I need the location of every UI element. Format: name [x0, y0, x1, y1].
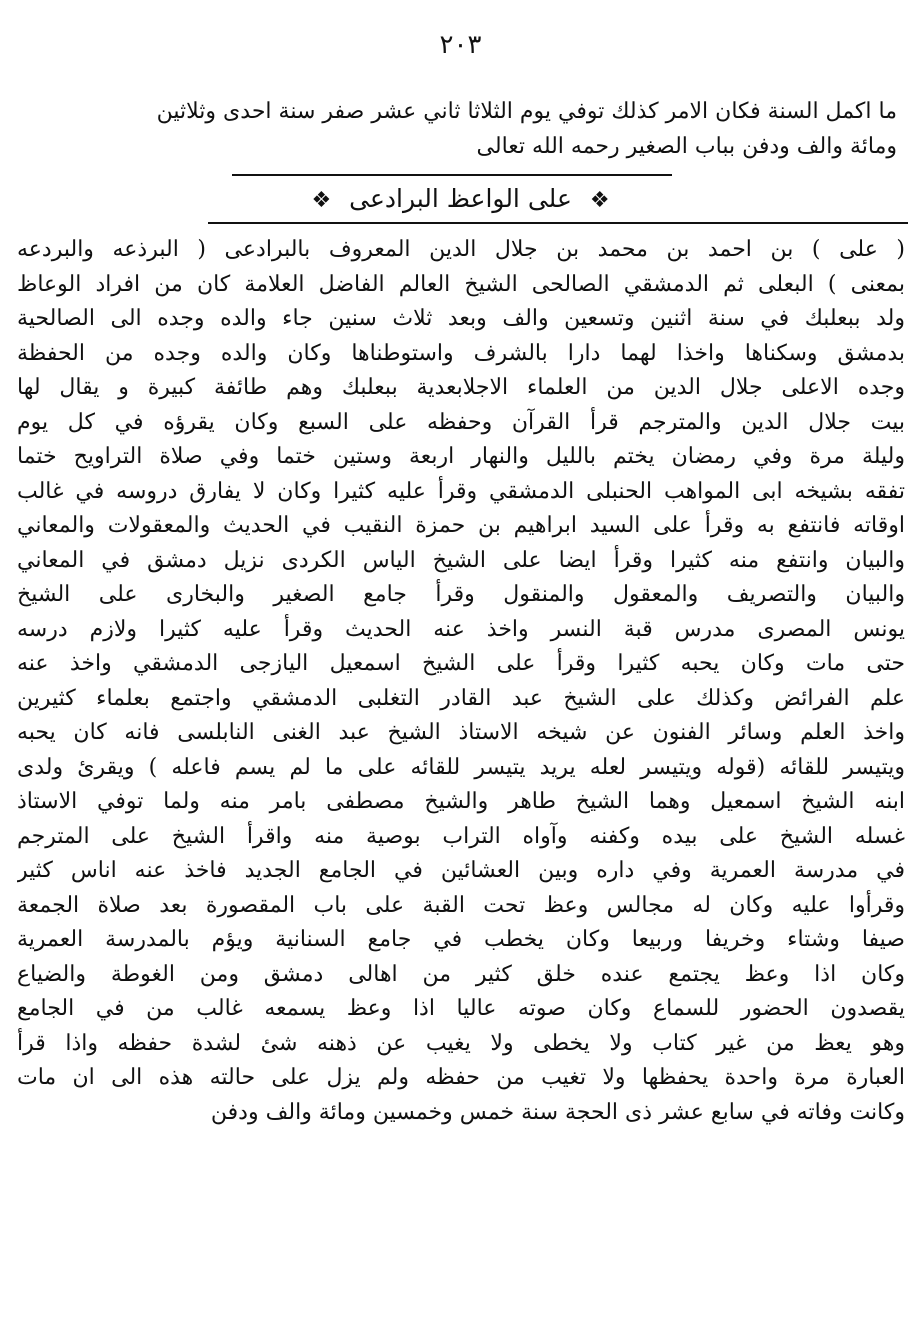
text-line: اوقاته فانتفع به وقرأ على السيد ابراهيم بن حمزة النقيب في الحديث والمعقولات والمعاني [17, 513, 905, 538]
text-line: في مدرسة العمرية وفي داره وبين العشائين في الجامع الجديد فاخذ عنه اناس كثير [17, 858, 905, 883]
biography-text [17, 233, 905, 1130]
text-line: وكانت وفاته في سابع عشر ذى الحجة سنة خمس وخمسين ومائة والف ودفن [210, 1099, 905, 1125]
text-line: وجده الاعلى جلال الدين من العلماء الاجلابعدية ببعلبك وهم طائفة كبيرة و يقال لها [17, 375, 905, 400]
text-line: تفقه بشيخه ابى المواهب الحنبلى الدمشقي وقرأ عليه كثيرا وكان لا يفارق دروسه في غالب [17, 478, 905, 504]
text-line: بمعنى ) البعلى ثم الدمشقي الصالحى الشيخ العالم الفاضل العلامة كان من افراد الوعاظ [17, 271, 905, 297]
text-line: وهو يعظ من غير كتاب ولا يخطى ولا يغيب عن ذهنه شئ لشدة حفظه واذا قرأ [17, 1030, 905, 1056]
ornament-icon: ❖ [311, 187, 332, 213]
intro-line: ما اكمل السنة فكان الامر كذلك توفي يوم الثلاثا ثاني عشر صفر سنة احدى وثلاثين [156, 99, 897, 124]
text-line: غسله الشيخ على بيده وكفنه وآواه التراب بوصية منه واقرأ الشيخ على المترجم [17, 823, 905, 849]
text-line: علم الفرائض وكذلك على الشيخ عبد القادر التغلبى الدمشقي واجتمع بعلماء كثيرين [17, 685, 905, 711]
text-line: والبيان والتصريف والمعقول والمنقول وقرأ جامع الصغير والبخارى على الشيخ [17, 582, 905, 607]
text-line: وليلة مرة وفي رمضان يختم بالليل والنهار اربعة وستين ختما وفي صلاة التراويح ختما [17, 444, 905, 469]
intro-paragraph [24, 94, 897, 164]
text-line: واخذ العلم وسائر الفنون عن شيخه الاستاذ الشيخ عبد الغنى النابلسى فانه كان يحبه [17, 720, 905, 745]
text-line: يونس المصرى مدرس قبة النسر واخذ عنه الحديث وقرأ عليه كثيرا ولازم درسه [17, 616, 905, 642]
intro-line: ومائة والف ودفن بباب الصغير رحمه الله تعالى [476, 134, 897, 159]
text-line: صيفا وشتاء وخريفا وربيعا وكان يخطب في جامع السنانية ويؤم بالمدرسة العمرية [17, 927, 905, 952]
text-line: بدمشق وسكناها واخذا لهما دارا بالشرف واستوطناها وكان والده وجده من الحفظة [17, 340, 905, 366]
text-line: بيت جلال الدين والمترجم قرأ القرآن وحفظه على السبع وكان يقرؤه في كل يوم [17, 409, 905, 435]
text-line: ويتيسر للقائه (قوله ويتيسر لعله يريد يتيسر للقائه على ما لم يسم فاعله ) ويقرئ ولدى [17, 754, 905, 780]
text-line: ( على ) بن احمد بن محمد بن جلال الدين المعروف بالبرادعى ( البرذعه والبردعه [17, 237, 905, 262]
section-title: على الواعظ البرادعى [349, 184, 572, 213]
text-line: ولد ببعلبك في سنة اثنين وتسعين والف وبعد ثلاث سنين جاء والده وجده الى الصالحية [17, 306, 905, 331]
section-divider-top [232, 174, 672, 176]
ornament-icon: ❖ [589, 187, 610, 213]
text-line: وقرأوا عليه وكان له مجالس وعظ تحت القبة على باب المقصورة بعد صلاة الجمعة [17, 892, 905, 918]
section-divider-bottom [208, 222, 908, 224]
text-line: وكان اذا وعظ يجتمع عنده خلق كثير من اهالى دمشق ومن الغوطة والضياع [17, 961, 905, 987]
text-line: حتى مات وكان يحبه كثيرا وقرأ على الشيخ اسمعيل اليازجى الدمشقي واخذ عنه [17, 651, 905, 676]
text-line: العبارة مرة واحدة يحفظها ولا تغيب من حفظه ولم يزل على حالته هذه الى ان مات [17, 1065, 905, 1090]
text-line: ابنه الشيخ اسمعيل وهما الشيخ طاهر والشيخ مصطفى بامر منه ولما توفي الاستاذ [17, 789, 905, 814]
text-line: والبيان وانتفع منه كثيرا وقرأ ايضا على الشيخ الياس الكردى نزيل دمشق في المعاني [17, 547, 905, 573]
section-heading [0, 182, 921, 218]
page-number: ٢٠٣ [439, 30, 482, 60]
text-line: يقصدون الحضور للسماع وكان صوته عاليا اذا وعظ يسمعه غالب من في الجامع [17, 996, 905, 1021]
